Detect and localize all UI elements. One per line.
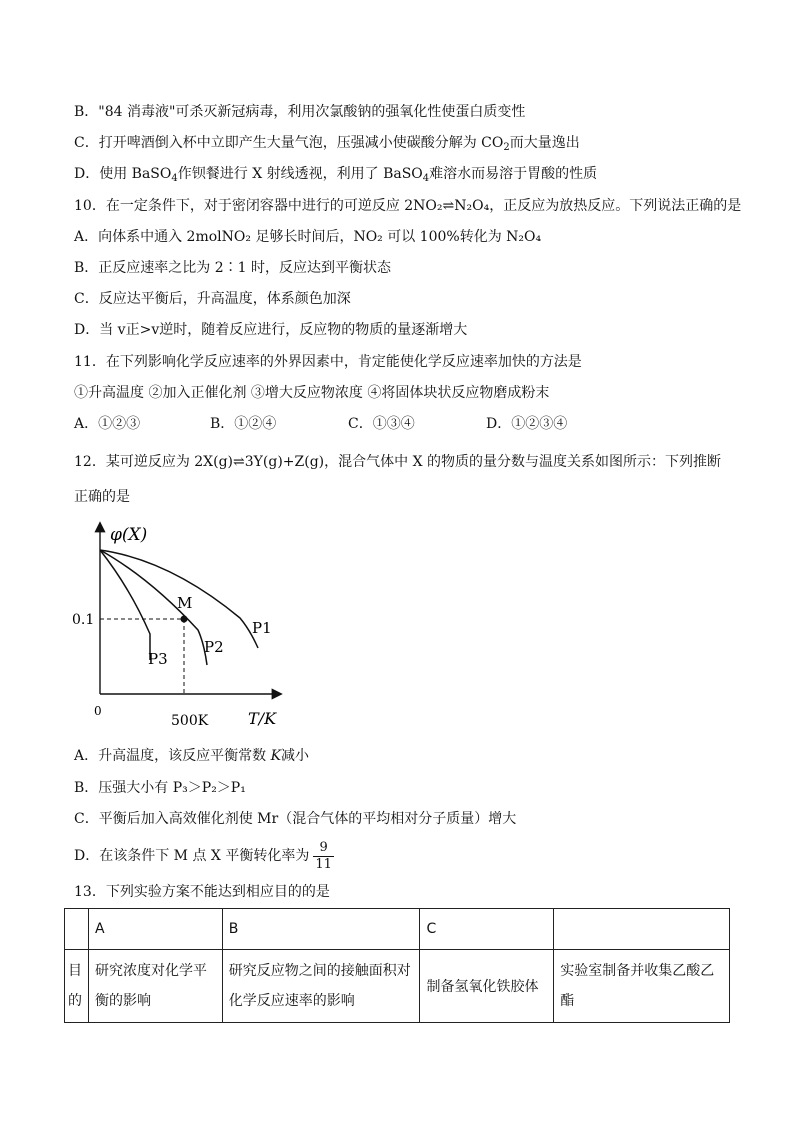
table-header-cell	[554, 909, 730, 950]
fraction-numerator: 9	[319, 839, 328, 855]
table-header-cell: A	[88, 909, 222, 950]
x-axis-label: T/K	[248, 709, 277, 728]
equilibrium-graph	[70, 518, 300, 734]
q12-option-c: C．平衡后加入高效催化剂使 Mr（混合气体的平均相对分子质量）增大	[74, 811, 517, 827]
point-m-label: M	[177, 594, 193, 612]
q12-stem-line2: 正确的是	[74, 489, 130, 505]
q11-option-a: A．①②③	[74, 416, 141, 432]
q11-items: ①升高温度 ②加入正催化剂 ③增大反应物浓度 ④将固体块状反应物磨成粉末	[74, 385, 550, 401]
q10-stem: 10．在一定条件下，对于密闭容器中进行的可逆反应 2NO₂⇌N₂O₄，正反应为放热反应。下列说法正确的是	[74, 198, 742, 214]
subscript: 2	[503, 142, 510, 153]
table-cell: 研究反应物之间的接触面积对化学反应速率的影响	[222, 950, 420, 1023]
table-cell: 制备氢氧化铁胶体	[420, 950, 554, 1023]
table-header-cell: B	[222, 909, 420, 950]
table-header-cell: C	[420, 909, 554, 950]
table-cell: 研究浓度对化学平衡的影响	[88, 950, 222, 1023]
y-axis-label: φ(X)	[110, 525, 148, 545]
q13-stem: 13．下列实验方案不能达到相应目的的是	[74, 884, 330, 900]
experiment-table	[64, 908, 730, 1023]
point-m	[181, 616, 188, 623]
table-row	[65, 950, 730, 1023]
table-header-row	[65, 909, 730, 950]
q12-option-d-text: D．在该条件下 M 点 X 平衡转化率为	[74, 848, 310, 864]
q12-stem-line1: 12．某可逆反应为 2X(g)⇌3Y(g)+Z(g)，混合气体中 X 的物质的量分数与温度关系如图所示：下列推断	[74, 454, 721, 470]
q12-option-a	[74, 746, 309, 766]
subscript: 4	[171, 173, 178, 184]
fraction-denominator: 11	[315, 856, 332, 872]
curve-p1-label: P1	[252, 619, 272, 637]
q9-option-c	[74, 133, 580, 158]
q9-option-c-text: C．打开啤酒倒入杯中立即产生大量气泡，压强减小使碳酸分解为 CO	[74, 135, 504, 151]
origin-label: 0	[94, 704, 102, 718]
q11-option-b: B．①②④	[210, 416, 277, 432]
q9-option-d	[74, 164, 597, 189]
q12-option-a-tail: 减小	[281, 748, 310, 764]
x-tick-label: 500K	[171, 713, 209, 729]
fraction	[313, 840, 334, 873]
curve-p3-label: P3	[148, 650, 168, 668]
q12-option-b: B．压强大小有 P₃＞P₂＞P₁	[74, 780, 246, 796]
q9-option-c-tail: 而大量逸出	[509, 135, 580, 151]
q9-option-b: B．"84 消毒液"可杀灭新冠病毒，利用次氯酸钠的强氧化性使蛋白质变性	[74, 104, 526, 120]
subscript: 4	[422, 173, 430, 184]
q9-option-d-tail: 难溶水而易溶于胃酸的性质	[429, 166, 598, 182]
q12-option-a-text: A．升高温度，该反应平衡常数	[74, 748, 271, 764]
table-header-cell	[65, 909, 89, 950]
q11-option-d: D．①②③④	[486, 416, 568, 432]
q11-option-c: C．①③④	[348, 416, 415, 432]
q10-option-a: A．向体系中通入 2molNO₂ 足够长时间后，NO₂ 可以 100%转化为 N₂O₄	[74, 229, 542, 245]
q10-option-b: B．正反应速率之比为 2∶1 时，反应达到平衡状态	[74, 260, 392, 276]
table-row-label: 目的	[65, 950, 89, 1023]
curve-p2-label: P2	[204, 638, 224, 656]
table-cell: 实验室制备并收集乙酸乙酯	[554, 950, 730, 1023]
q9-option-d-text: D．使用 BaSO	[74, 166, 172, 182]
curve-p3	[100, 550, 150, 660]
q10-option-d: D．当 v正>v逆时，随着反应进行，反应物的物质的量逐渐增大	[74, 322, 468, 338]
q10-option-c: C．反应达平衡后，升高温度，体系颜色加深	[74, 291, 351, 307]
constant-k: K	[270, 748, 282, 764]
q11-stem: 11．在下列影响化学反应速率的外界因素中，肯定能使化学反应速率加快的方法是	[74, 354, 582, 370]
y-tick-label: 0.1	[72, 612, 95, 628]
q12-option-d	[74, 838, 334, 874]
graph-svg	[70, 518, 300, 734]
q9-option-d-mid: 作钡餐进行 X 射线透视，利用了 BaSO	[177, 166, 423, 182]
